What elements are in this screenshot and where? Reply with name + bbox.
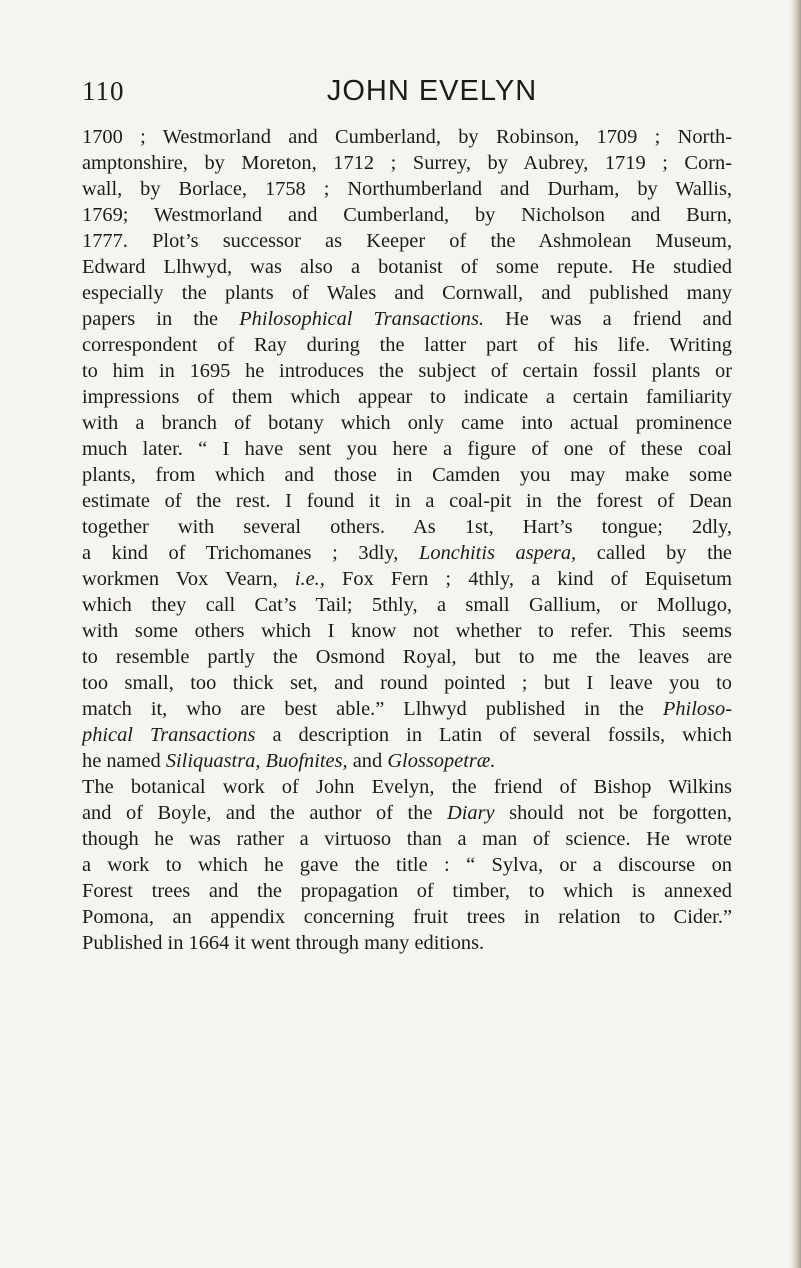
text-line: though he was rather a virtuoso than a man of science. He wrote [82,828,732,850]
text-line: workmen Vox Vearn, i.e., Fox Fern ; 4thly, a kind of Equisetum [82,568,732,590]
italic-title: Philoso- [662,698,732,720]
text-line: he named Siliquastra, Buofnites, and Glossopetræ. [82,750,496,772]
text-line: Published in 1664 it went through many editions. [82,932,485,954]
text-line: phical Transactions a description in Latin of several fossils, which [82,724,732,746]
body-text [82,124,732,956]
text-line: to him in 1695 he introduces the subject of certain fossil plants or [82,360,732,382]
text-line: Pomona, an appendix concerning fruit trees in relation to Cider.” [82,906,732,928]
text-line: Forest trees and the propagation of timber, to which is annexed [82,880,732,902]
text-line: 1769; Westmorland and Cumberland, by Nicholson and Burn, [82,204,732,226]
text-line: Edward Llhwyd, was also a botanist of some repute. He studied [82,256,732,278]
text-line: with some others which I know not whether to refer. This seems [82,620,732,642]
italic-title: Diary [447,802,495,824]
text-line: correspondent of Ray during the latter part of his life. Writing [82,334,732,356]
text-line: match it, who are best able.” Llhwyd published in the Philoso- [82,698,732,720]
text-line: The botanical work of John Evelyn, the friend of Bishop Wilkins [82,776,732,798]
text-line: 1700 ; Westmorland and Cumberland, by Robinson, 1709 ; North- [82,126,732,148]
text-line: a work to which he gave the title : “ Sylva, or a discourse on [82,854,732,876]
text-line: together with several others. As 1st, Hart’s tongue; 2dly, [82,516,732,538]
text-line: plants, from which and those in Camden you may make some [82,464,732,486]
running-title: JOHN EVELYN [326,75,538,107]
text-line: a kind of Trichomanes ; 3dly, Lonchitis aspera, called by the [82,542,732,564]
text-line: with a branch of botany which only came into actual prominence [82,412,732,434]
text-line: papers in the Philosophical Transactions. He was a friend and [82,308,732,330]
page-header [82,70,732,112]
italic-title: phical Transactions [82,724,256,746]
text-line: estimate of the rest. I found it in a coal-pit in the forest of Dean [82,490,732,512]
text-line: to resemble partly the Osmond Royal, but to me the leaves are [82,646,732,668]
text-line: which they call Cat’s Tail; 5thly, a small Gallium, or Mollugo, [82,594,732,616]
italic-term: Siliquastra, Buofnites, [165,750,348,772]
page-number: 110 [82,76,125,106]
text-line: amptonshire, by Moreton, 1712 ; Surrey, by Aubrey, 1719 ; Corn- [82,152,732,174]
text-line: wall, by Borlace, 1758 ; Northumberland and Durham, by Wallis, [82,178,732,200]
italic-term: Glossopetræ. [387,750,496,772]
text-line: impressions of them which appear to indicate a certain familiarity [82,386,732,408]
italic-term: Lonchitis aspera, [419,542,577,564]
text-line: much later. “ I have sent you here a figure of one of these coal [82,438,732,460]
text-line: especially the plants of Wales and Cornwall, and published many [82,282,732,304]
text-line: and of Boyle, and the author of the Diary should not be forgotten, [82,802,732,824]
italic-term: i.e., [294,568,325,590]
text-line: 1777. Plot’s successor as Keeper of the Ashmolean Museum, [82,230,732,252]
italic-title: Philosophical Transactions. [239,308,484,330]
page-edge-shadow [789,0,801,1268]
text-line: too small, too thick set, and round pointed ; but I leave you to [82,672,732,694]
